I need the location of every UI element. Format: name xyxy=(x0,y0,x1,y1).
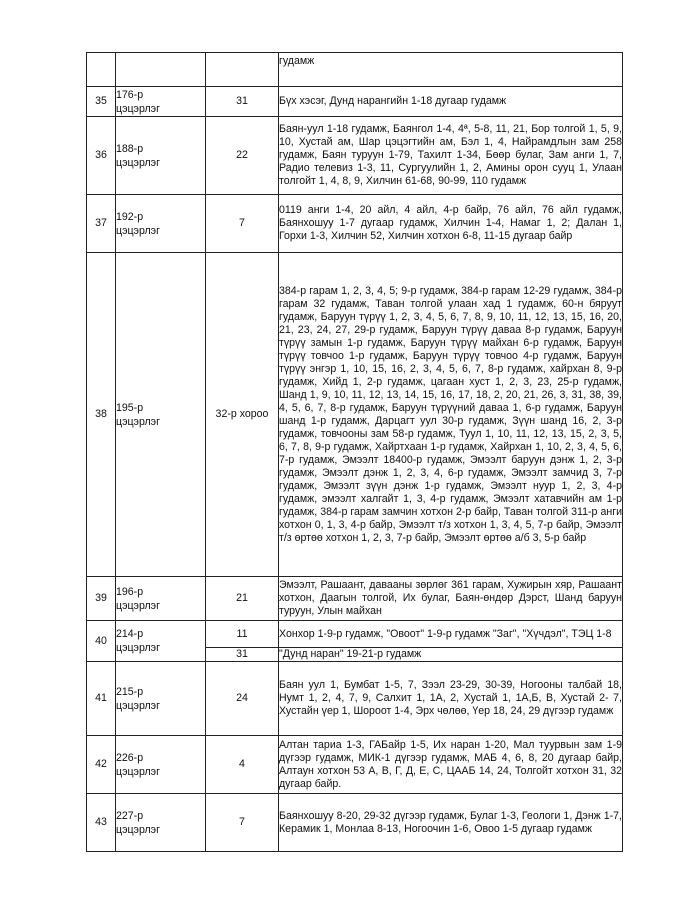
org-number: 215-р xyxy=(116,685,144,698)
desc-cell: Эмээлт, Рашаант, давааны зөрлөг 361 гарам, Хужирын хяр, Рашаант хотхон, Даагын толгой, Их булаг, Баян-өндөр Дэрст, Шанд баруун туруун, Улын майхан xyxy=(279,577,623,621)
desc-cell: Баян-уул 1-18 гудамж, Баянгол 1-4, 4ª, 5-8, 11, 21, Бор толгой 1, 5, 9, 10, Хустай ам, Шар цэцэгтийн ам, Бэл 1, 4, Найрамдлын зам 258 гудамж, Баян туруун 1-79, Тахилт 1-34, Бөөр булаг, Зам анги 1, 7, Радио телевиз 1-3, 11, Сургуулийн 1, 2, Амины орон сууц 1, Улаан толгойт 1, 4, 8, 9, Хилчин 61-68, 90-99, 110 гудамж xyxy=(279,117,623,195)
table-row xyxy=(87,87,623,117)
table-row xyxy=(87,736,623,794)
table-row xyxy=(87,253,623,577)
row-number: 40 xyxy=(87,621,116,662)
khoroo-count: 31 xyxy=(206,87,279,117)
org-cell xyxy=(116,577,206,621)
org-number: 188-р xyxy=(116,142,144,155)
org-type: цэцэрлэг xyxy=(116,699,160,712)
org-cell xyxy=(116,662,206,736)
org-cell xyxy=(116,621,206,662)
row-number: 35 xyxy=(87,87,116,117)
row-number: 41 xyxy=(87,662,116,736)
khoroo-count: 31 xyxy=(206,648,279,662)
row-number: 42 xyxy=(87,736,116,794)
count-cell xyxy=(206,53,279,87)
org-type: цэцэрлэг xyxy=(116,224,160,237)
org-type: цэцэрлэг xyxy=(116,823,160,836)
khoroo-count: 32-р хороо xyxy=(206,253,279,577)
row-number: 39 xyxy=(87,577,116,621)
table-row xyxy=(87,662,623,736)
khoroo-count: 11 xyxy=(206,621,279,648)
row-number: 38 xyxy=(87,253,116,577)
desc-cell: 0119 анги 1-4, 20 айл, 4 айл, 4-р байр, 76 айл, 76 айл гудамж, Баянхошуу 1-7 дугаар гудамж, Хилчин 1-4, Намаг 1, 2; Далан 1, Горхи 1-3, Хилчин 52, Хилчин хотхон 6-8, 11-15 дугаар байр xyxy=(279,195,623,253)
desc-cell: Хонхор 1-9-р гудамж, "Овоот" 1-9-р гудамж "Заг", "Хүчдэл", ТЭЦ 1-8 xyxy=(279,621,623,648)
desc-cell: Баянхошуу 8-20, 29-32 дүгээр гудамж, Булаг 1-3, Геологи 1, Дэнж 1-7, Керамик 1, Монлаа 8-13, Ногоочин 1-6, Овоо 1-5 дугаар гудамж xyxy=(279,794,623,852)
desc-cell xyxy=(279,53,623,87)
khoroo-count: 21 xyxy=(206,577,279,621)
org-number: 195-р xyxy=(116,401,144,414)
table-row xyxy=(87,195,623,253)
org-type: цэцэрлэг xyxy=(116,642,160,654)
table-row xyxy=(87,577,623,621)
org-type: цэцэрлэг xyxy=(116,765,160,778)
org-type: цэцэрлэг xyxy=(116,102,160,115)
row-number: 36 xyxy=(87,117,116,195)
desc-cell: Алтан тариа 1-3, ГАБайр 1-5, Их наран 1-20, Мал туурвын зам 1-9 дүгээр гудамж, МИК-1 дүгээр гудамж, МАБ 4, 6, 8, 20 дугаар байр, Алтаун хотхон 53 А, В, Г, Д, Е, С, ЦААБ 14, 24, Толгойт хотхон 31, 32 дугаар байр. xyxy=(279,736,623,794)
row-number: 43 xyxy=(87,794,116,852)
num-cell xyxy=(87,53,116,87)
khoroo-count: 7 xyxy=(206,195,279,253)
khoroo-count: 7 xyxy=(206,794,279,852)
org-cell xyxy=(116,195,206,253)
org-type: цэцэрлэг xyxy=(116,599,160,612)
desc-cell: Бүх хэсэг, Дунд нарангийн 1-18 дугаар гудамж xyxy=(279,87,623,117)
khoroo-count: 22 xyxy=(206,117,279,195)
table-row xyxy=(87,794,623,852)
org-cell xyxy=(116,253,206,577)
org-number: 226-р xyxy=(116,751,144,764)
khoroo-count: 4 xyxy=(206,736,279,794)
org-number: 176-р xyxy=(116,88,144,101)
org-cell xyxy=(116,794,206,852)
org-type: цэцэрлэг xyxy=(116,156,160,169)
desc-cell: 384-р гарам 1, 2, 3, 4, 5; 9-р гудамж, 384-р гарам 12-29 гудамж, 384-р гарам 32 гудамж, Таван толгой улаан хад 1 гудамж, 60-н бяруут гудамж, Баруун түрүү 1, 2, 3, 4, 5, 6, 7, 8, 9, 10, 11, 12, 13, 15, 16, 20, 21, 23, 24, 27, 29-р гудамж, Баруун түрүү давaa 8-р гудамж, Баруун түрүү замын 1-р гудамж, Баруун түрүү майхан 6-р гудамж, Баруун түрүү товчоо 1-р гудамж, Баруун түрүү товчоо 4-р гудамж, Баруун түрүү энгэр 1, 10, 15, 16, 2, 3, 4, 5, 6, 7, 8-р гудамж, хайрхан 8, 9-р гудамж, Хийд 1, 2-р гудамж, цагаан хуст 1, 2, 3, 23, 25-р гудамж, Шанд 1, 9, 10, 11, 12, 13, 14, 15, 16, 17, 18, 2, 20, 21, 26, 3, 31, 38, 39, 4, 5, 6, 7, 8-р гудамж, Баруун түрүүний давaa 1, 6-р гудамж, Баруун шанд 1-р гудамж, Дарцагт уул 30-р гудамж, Зүүн шанд 16, 2, 3-р гудамж, товчооны зам 58-р гудамж, Туул 1, 10, 11, 12, 13, 15, 2, 3, 5, 6, 7, 8, 9-р гудамж, Хайртхаан 1-р гудамж, Хайрхан 1, 10, 2, 3, 4, 5, 6, 7-р гудамж, Эмээлт 18400-р гудамж, Эмээлт баруун дэнж 1, 2, 3-р гудамж, Эмээлт дэнж 1, 2, 3, 4, 6-р гудамж, Эмээлт замчид 3, 7-р гудамж, Эмээлт зүүн дэнж 1-р гудамж, Эмээлт нуур 1, 2, 3, 4-р гудамж, эмээлт халгайт 1, 3, 4-р гудамж, Эмээлт хатавчийн ам 1-р гудамж, 384-р гарам замчин хотхон 2-р байр, Таван толгой 311-р анги хотхон 0, 1, 3, 4-р байр, Эмээлт т/з хотхон 1, 3, 4, 5, 7-р байр, Эмээлт т/з өртөө хотхон 1, 2, 3, 7-р байр, Эмээлт өртөө а/б 3, 5-р байр xyxy=(279,253,623,577)
org-cell xyxy=(116,53,206,87)
desc-cell: "Дунд наран" 19-21-р гудамж xyxy=(279,648,623,662)
table-row-continued xyxy=(87,53,623,87)
table-row xyxy=(87,621,623,648)
org-cell xyxy=(116,736,206,794)
org-number: 196-р xyxy=(116,585,144,598)
org-cell xyxy=(116,117,206,195)
org-number: 227-р xyxy=(116,809,144,822)
desc-text: гудамж xyxy=(279,55,315,67)
district-table xyxy=(86,52,623,852)
desc-cell: Баян уул 1, Бумбат 1-5, 7, Зээл 23-29, 30-39, Ногооны талбай 18, Нумт 1, 2, 4, 7, 9, Салхит 1, 1А, 2, Хустай 1, 1А,Б, В, Хустай 2- 7, Хустайн үер 1, Шороот 1-4, Эрх чөлөө, Үер 18, 24, 29 дүгээр гудамж xyxy=(279,662,623,736)
org-type: цэцэрлэг xyxy=(116,415,160,428)
table-row xyxy=(87,117,623,195)
org-cell xyxy=(116,87,206,117)
khoroo-count: 24 xyxy=(206,662,279,736)
org-number: 214-р xyxy=(116,628,144,640)
row-number: 37 xyxy=(87,195,116,253)
org-number: 192-р xyxy=(116,210,144,223)
